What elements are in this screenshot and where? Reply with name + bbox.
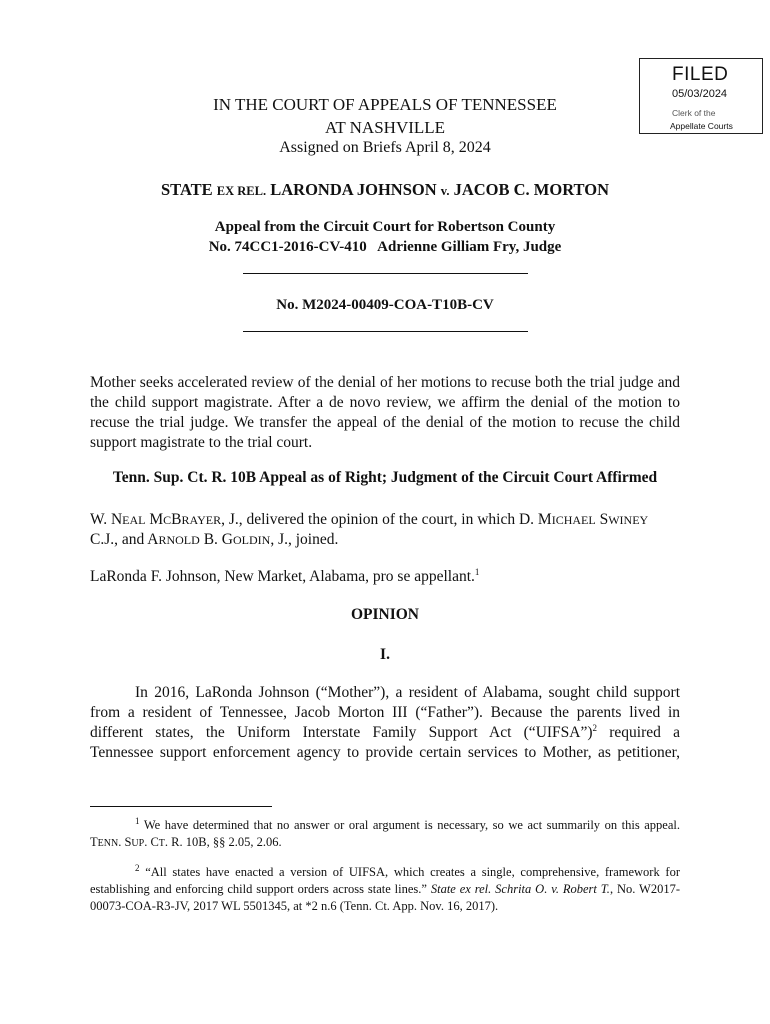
footnote-text: UP <box>131 838 145 849</box>
court-name: IN THE COURT OF APPEALS OF TENNESSEE <box>213 95 557 114</box>
footnote-case-name: State ex rel. Schrita O. v. Robert T. <box>430 882 610 896</box>
caption-versus: v. <box>440 184 450 198</box>
stamp-clerk-line: Clerk of the <box>672 108 716 118</box>
authors-text: W. N <box>90 511 123 528</box>
footnote-text: ENN <box>97 838 119 849</box>
appeal-court-line: Appeal from the Circuit Court for Robertson County <box>214 219 556 235</box>
authors-text: C.J., and A <box>90 531 159 548</box>
footnote-text: . C <box>144 835 159 849</box>
authors-text: RAYER <box>181 513 222 527</box>
body-line: from a resident of Tennessee, Jacob Morton III (“Father”). Because the parents lived in <box>90 704 680 721</box>
caption-plaintiff: LARONDA JOHNSON <box>266 180 441 199</box>
section-heading: I. <box>380 646 390 663</box>
footnote-text: . S <box>118 835 132 849</box>
footnote-text: We have determined that no answer or oral argument is necessary, so we act summarily on this appeal. T <box>90 818 680 849</box>
footnote-1-number: 1 <box>135 815 140 826</box>
footnote-text: T <box>158 838 165 849</box>
footnote-1 <box>90 817 680 852</box>
body-line <box>90 723 680 743</box>
footnote-ref-1[interactable]: 1 <box>474 566 480 577</box>
authors-text: ICHAEL <box>551 513 596 527</box>
appeal-case-judge-line: No. 74CC1-2016-CV-410 Adrienne Gilliam Fry, Judge <box>208 239 562 255</box>
footnote-ref-2[interactable]: 2 <box>592 722 598 733</box>
authors-text: , J., delivered the opinion of the court, in which D. M <box>221 511 552 528</box>
docket-number: No. M2024-00409-COA-T10B-CV <box>276 297 494 313</box>
authors-text: RNOLD <box>158 533 200 547</box>
divider-bottom <box>243 331 528 332</box>
body-text: required a <box>597 724 680 741</box>
authors-text: B. G <box>199 531 233 548</box>
footnote-2 <box>90 864 680 915</box>
assigned-date: Assigned on Briefs April 8, 2024 <box>279 139 491 156</box>
authors-text: WINEY <box>608 513 649 527</box>
authors-text: , J., joined. <box>270 531 339 548</box>
footnote-2-number: 2 <box>135 862 140 873</box>
footnote-text: , No. W2017-00073-COA-R3-JV, 2017 WL 5501345, at *2 n.6 (Tenn. Ct. App. Nov. 16, 2017). <box>90 882 680 913</box>
divider-top <box>243 273 528 274</box>
authors-text: M <box>145 511 164 528</box>
stamp-courts-line: Appellate Courts <box>670 121 733 131</box>
authors-text: EAL <box>122 513 146 527</box>
opinion-heading: OPINION <box>350 606 420 623</box>
authors-text: B <box>171 511 182 528</box>
caption-defendant: JACOB C. MORTON <box>449 180 609 199</box>
caption-state: STATE <box>160 180 217 199</box>
stamp-date: 05/03/2024 <box>672 88 728 100</box>
body-line: In 2016, LaRonda Johnson (“Mother”), a resident of Alabama, sought child support <box>135 684 680 701</box>
case-caption <box>90 180 680 200</box>
authors-paragraph <box>90 510 680 550</box>
appellant-text: LaRonda F. Johnson, New Market, Alabama, pro se appellant. <box>90 568 475 585</box>
appellant-line <box>90 567 680 587</box>
body-text: different states, the Uniform Interstate Family Support Act (“UIFSA”) <box>90 724 593 741</box>
authors-text: C <box>163 513 172 527</box>
footnote-separator <box>90 806 272 807</box>
authors-text: OLDIN <box>232 533 271 547</box>
authors-text: S <box>595 511 609 528</box>
footnote-text: “All states have enacted a version of UIFSA, which creates a single, comprehensive, framework for establishing and enforcing child support orders across state lines.” <box>90 865 680 896</box>
filed-stamp <box>639 58 763 134</box>
body-line: Tennessee support enforcement agency to provide certain services to Mother, as petitioner, <box>90 744 680 761</box>
caption-ex-rel: EX REL. <box>216 184 267 198</box>
footnote-text: . R. 10B, §§ 2.05, 2.06. <box>164 835 282 849</box>
disposition: Tenn. Sup. Ct. R. 10B Appeal as of Right; Judgment of the Circuit Court Affirmed <box>112 469 658 486</box>
stamp-filed-label: FILED <box>672 64 729 85</box>
summary-paragraph: Mother seeks accelerated review of the denial of her motions to recuse both the trial judge and the child support magistrate. After a de novo review, we affirm the denial of the motion to recuse the trial judge. We transfer the appeal of the denial of the motion to recuse the child support magistrate to the trial court. <box>90 374 680 451</box>
court-location: AT NASHVILLE <box>324 118 446 137</box>
